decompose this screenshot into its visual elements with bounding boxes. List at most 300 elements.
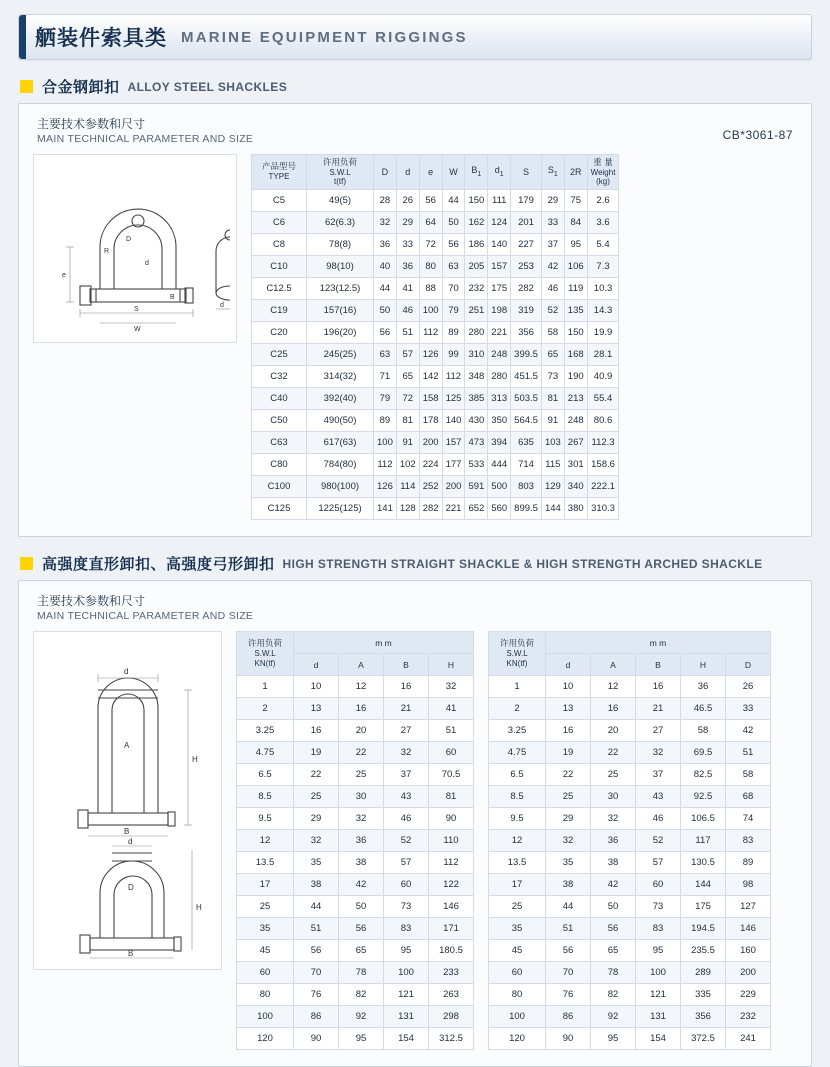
table-cell: 4.75 (237, 742, 294, 764)
table-cell: 41 (429, 698, 474, 720)
section2-body (33, 631, 797, 1050)
table-cell: 128 (396, 498, 419, 520)
table-cell: 25 (591, 764, 636, 786)
th-type-cn: 产品型号 (261, 162, 296, 173)
table-row (489, 1006, 771, 1028)
table-cell: 56 (374, 322, 397, 344)
table-row (237, 698, 474, 720)
table-row (252, 190, 619, 212)
table-cell: 38 (591, 852, 636, 874)
table-cell: 122 (429, 874, 474, 896)
table-cell: 26 (396, 190, 419, 212)
th-right-load-unit: KN(tf) (506, 658, 528, 668)
fig2-label-A: A (124, 741, 130, 750)
table-cell: 50 (591, 896, 636, 918)
table-cell: 102 (396, 454, 419, 476)
table-cell: 350 (488, 410, 511, 432)
table-cell: 289 (681, 962, 726, 984)
table-cell: 500 (488, 476, 511, 498)
table-cell: 229 (726, 984, 771, 1006)
table-cell: 28.1 (587, 344, 619, 366)
table-cell: 19 (546, 742, 591, 764)
straight-shackle-table-body (237, 676, 474, 1050)
table-cell: 126 (419, 344, 442, 366)
th-2R: 2R (564, 155, 587, 190)
table-cell: 100 (636, 962, 681, 984)
table-cell: 51 (429, 720, 474, 742)
table-cell: 144 (541, 498, 564, 520)
table-cell: 157 (488, 256, 511, 278)
table-cell: 92.5 (681, 786, 726, 808)
th-S: S (511, 155, 542, 190)
table-cell: 57 (636, 852, 681, 874)
section2-subtitle (37, 593, 797, 623)
table-cell: 65 (396, 366, 419, 388)
table-cell: 591 (465, 476, 488, 498)
alloy-shackle-drawing (40, 161, 230, 336)
table-cell: 84 (564, 212, 587, 234)
table-row (252, 366, 619, 388)
th-right-load-en: S.W.L (506, 649, 528, 658)
table-cell: 6.5 (237, 764, 294, 786)
table-cell: 312.5 (429, 1028, 474, 1050)
table-cell: 241 (726, 1028, 771, 1050)
table-cell: 71 (374, 366, 397, 388)
page-title-en: MARINE EQUIPMENT RIGGINGS (181, 28, 468, 46)
table-cell: 22 (339, 742, 384, 764)
table-cell: 235.5 (681, 940, 726, 962)
table-cell: 200 (442, 476, 465, 498)
section2-title-cn: 高强度直形卸扣、高强度弓形卸扣 (42, 555, 275, 573)
table-row (237, 984, 474, 1006)
table-cell: 32 (339, 808, 384, 830)
table-cell: C10 (252, 256, 307, 278)
straight-shackle-table (236, 631, 474, 1050)
table-cell: 95 (591, 1028, 636, 1050)
table-row (252, 344, 619, 366)
table-cell: 1225(125) (307, 498, 374, 520)
th-right-mm: m m (546, 632, 771, 654)
table-row (489, 720, 771, 742)
table-cell: 9.5 (237, 808, 294, 830)
table-cell: 89 (442, 322, 465, 344)
th-d1: $d_1$ (488, 155, 511, 190)
table-cell: 95 (564, 234, 587, 256)
table-cell: 4.75 (489, 742, 546, 764)
table-cell: 32 (636, 742, 681, 764)
table-cell: 51 (294, 918, 339, 940)
table-cell: 45 (489, 940, 546, 962)
table-cell: 63 (374, 344, 397, 366)
table-cell: 25 (546, 786, 591, 808)
table-cell: 74 (726, 808, 771, 830)
table-cell: 232 (726, 1006, 771, 1028)
section1-subtitle (37, 116, 797, 146)
table-cell: 282 (511, 278, 542, 300)
table-cell: 201 (511, 212, 542, 234)
table-cell: 36 (374, 234, 397, 256)
table-cell: 142 (419, 366, 442, 388)
th-type (252, 155, 307, 190)
table-cell: 16 (546, 720, 591, 742)
table-cell: C125 (252, 498, 307, 520)
table-cell: 35 (294, 852, 339, 874)
table-cell: 117 (681, 830, 726, 852)
table-row (237, 874, 474, 896)
table-row (489, 764, 771, 786)
table-cell: 12 (237, 830, 294, 852)
table-cell: 177 (442, 454, 465, 476)
table-cell: 90 (429, 808, 474, 830)
table-cell: 33 (541, 212, 564, 234)
th-e: e (419, 155, 442, 190)
table-cell: 444 (488, 454, 511, 476)
table-cell: 130.5 (681, 852, 726, 874)
table-cell: 121 (636, 984, 681, 1006)
table-cell: C19 (252, 300, 307, 322)
table-cell: 16 (384, 676, 429, 698)
table-cell: 82.5 (681, 764, 726, 786)
table-cell: 38 (339, 852, 384, 874)
th-left-B: B (384, 654, 429, 676)
table-cell: 70.5 (429, 764, 474, 786)
alloy-shackle-spec-table (251, 154, 619, 520)
table-cell: C63 (252, 432, 307, 454)
table-row (489, 808, 771, 830)
table-cell: 57 (384, 852, 429, 874)
section2-subtitle-cn: 主要技术参数和尺寸 (37, 594, 146, 608)
table-cell: 58 (726, 764, 771, 786)
table-cell: C6 (252, 212, 307, 234)
table-cell: 38 (294, 874, 339, 896)
th-left-A: A (339, 654, 384, 676)
table-cell: 55.4 (587, 388, 619, 410)
th-B1: $B_1$ (465, 155, 488, 190)
table-cell: 248 (564, 410, 587, 432)
table-cell: 57 (396, 344, 419, 366)
table-cell: 196(20) (307, 322, 374, 344)
table-cell: 95 (384, 940, 429, 962)
table-cell: 319 (511, 300, 542, 322)
table-cell: 8.5 (489, 786, 546, 808)
table-row (252, 388, 619, 410)
table-cell: 340 (564, 476, 587, 498)
table-cell: 58 (541, 322, 564, 344)
table-cell: 17 (237, 874, 294, 896)
table-cell: 36 (681, 676, 726, 698)
section1-subtitle-en: MAIN TECHNICAL PARAMETER AND SIZE (37, 133, 254, 145)
fig3-label-d: d (128, 837, 133, 846)
table-cell: 22 (546, 764, 591, 786)
table-cell: 28 (374, 190, 397, 212)
table-cell: 86 (546, 1006, 591, 1028)
th-swl-en: S.W.L t(tf) (329, 167, 351, 186)
table-cell: 135 (564, 300, 587, 322)
table-row (489, 786, 771, 808)
table-cell: 221 (442, 498, 465, 520)
section1-body (33, 154, 797, 520)
table-cell: 78 (339, 962, 384, 984)
table-cell: 380 (564, 498, 587, 520)
table-cell: 36 (339, 830, 384, 852)
table-cell: 83 (636, 918, 681, 940)
table-cell: 150 (564, 322, 587, 344)
table-cell: 98(10) (307, 256, 374, 278)
table-cell: 111 (488, 190, 511, 212)
table-cell: 83 (726, 830, 771, 852)
table-row (237, 720, 474, 742)
table-cell: 80 (237, 984, 294, 1006)
table-cell: 12 (339, 676, 384, 698)
table-cell: 162 (465, 212, 488, 234)
table-row (252, 476, 619, 498)
table-cell: 32 (374, 212, 397, 234)
table-cell: 280 (488, 366, 511, 388)
arched-shackle-table-body (489, 676, 771, 1050)
table-row (237, 676, 474, 698)
table-cell: 60 (237, 962, 294, 984)
table-cell: 42 (591, 874, 636, 896)
table-cell: 394 (488, 432, 511, 454)
table-cell: 121 (384, 984, 429, 1006)
table-row (237, 764, 474, 786)
table-cell: 301 (564, 454, 587, 476)
table-cell: 81 (396, 410, 419, 432)
table-row (237, 1006, 474, 1028)
table-cell: 13.5 (237, 852, 294, 874)
table-cell: 51 (396, 322, 419, 344)
table-cell: C20 (252, 322, 307, 344)
table-cell: 73 (636, 896, 681, 918)
table-cell: 50 (374, 300, 397, 322)
svg-text:B: B (170, 294, 175, 301)
table-row (252, 498, 619, 520)
section2-subtitle-en: MAIN TECHNICAL PARAMETER AND SIZE (37, 610, 254, 622)
table-cell: 32 (429, 676, 474, 698)
table-cell: 52 (384, 830, 429, 852)
table-cell: 46.5 (681, 698, 726, 720)
table-cell: 313 (488, 388, 511, 410)
table-cell: 1 (237, 676, 294, 698)
table-cell: 348 (465, 366, 488, 388)
table-cell: 335 (681, 984, 726, 1006)
table-row (489, 1028, 771, 1050)
table-cell: 76 (294, 984, 339, 1006)
table-row (237, 808, 474, 830)
table-cell: 112 (374, 454, 397, 476)
table-cell: 60 (384, 874, 429, 896)
table-cell: 22 (591, 742, 636, 764)
table-row (252, 322, 619, 344)
table-row (252, 256, 619, 278)
fig3-label-B: B (128, 949, 134, 958)
table-cell: 30 (339, 786, 384, 808)
table-cell: 100 (489, 1006, 546, 1028)
table-cell: 100 (419, 300, 442, 322)
fig2-label-B: B (124, 827, 130, 836)
table-cell: 157 (442, 432, 465, 454)
table-cell: 83 (384, 918, 429, 940)
table-cell: 175 (488, 278, 511, 300)
table-cell: 126 (374, 476, 397, 498)
table-cell: 65 (591, 940, 636, 962)
section2-panel (18, 580, 812, 1067)
table-cell: 76 (546, 984, 591, 1006)
table-row (252, 300, 619, 322)
table-cell: 9.5 (489, 808, 546, 830)
table-cell: 803 (511, 476, 542, 498)
table-cell: 267 (564, 432, 587, 454)
th-right-H: H (681, 654, 726, 676)
table-cell: 75 (564, 190, 587, 212)
th-S1: $S_1$ (541, 155, 564, 190)
table-cell: 29 (294, 808, 339, 830)
table-cell: 56 (442, 234, 465, 256)
table-cell: 91 (541, 410, 564, 432)
svg-text:d: d (145, 260, 149, 267)
table-row (237, 852, 474, 874)
table-cell: 2 (237, 698, 294, 720)
table-cell: 40.9 (587, 366, 619, 388)
table-cell: 46 (541, 278, 564, 300)
table-cell: 114 (396, 476, 419, 498)
table-cell: 13.5 (489, 852, 546, 874)
table-cell: 49(5) (307, 190, 374, 212)
table-cell: C32 (252, 366, 307, 388)
table-cell: 33 (726, 698, 771, 720)
high-strength-tables (236, 631, 771, 1050)
table-cell: 99 (442, 344, 465, 366)
table-cell: 73 (384, 896, 429, 918)
table-cell: 21 (384, 698, 429, 720)
table-cell: 52 (541, 300, 564, 322)
table-row (252, 234, 619, 256)
th-weight-cn: 重 量 (593, 157, 613, 168)
table-cell: 7.3 (587, 256, 619, 278)
th-right-load-cn: 许用负荷 (499, 639, 534, 649)
table-row (489, 918, 771, 940)
table-row (489, 984, 771, 1006)
table-cell: 1 (489, 676, 546, 698)
arched-shackle-table (488, 631, 771, 1050)
table-cell: 56 (546, 940, 591, 962)
table-cell: 171 (429, 918, 474, 940)
table-cell: 65 (541, 344, 564, 366)
table-cell: 32 (546, 830, 591, 852)
table-cell: 533 (465, 454, 488, 476)
table-cell: 227 (511, 234, 542, 256)
table-cell: 714 (511, 454, 542, 476)
table-cell: 5.4 (587, 234, 619, 256)
table-cell: 899.5 (511, 498, 542, 520)
table-cell: 180.5 (429, 940, 474, 962)
table-row (237, 962, 474, 984)
table-row (252, 278, 619, 300)
table-cell: 26 (726, 676, 771, 698)
th-right-D: D (726, 654, 771, 676)
table-cell: 10 (294, 676, 339, 698)
standard-code: CB*3061-87 (722, 128, 793, 142)
table-cell: 200 (419, 432, 442, 454)
table-cell: 158 (419, 388, 442, 410)
table-cell: 186 (465, 234, 488, 256)
table-row (489, 874, 771, 896)
table-cell: 51 (546, 918, 591, 940)
section1-title-en: ALLOY STEEL SHACKLES (127, 79, 288, 94)
table-row (252, 432, 619, 454)
table-cell: 70 (294, 962, 339, 984)
table-cell: 141 (374, 498, 397, 520)
table-cell: 27 (384, 720, 429, 742)
table-cell: 617(63) (307, 432, 374, 454)
table-cell: 51 (726, 742, 771, 764)
table-cell: 131 (636, 1006, 681, 1028)
table-cell: 154 (384, 1028, 429, 1050)
table-cell: 12 (591, 676, 636, 698)
section-heading-alloy-steel-shackles (20, 76, 812, 97)
table-row (489, 742, 771, 764)
table-cell: 35 (489, 918, 546, 940)
table-row (237, 940, 474, 962)
table-cell: 56 (419, 190, 442, 212)
th-type-en: TYPE (268, 172, 290, 182)
table-cell: 43 (636, 786, 681, 808)
table-cell: 16 (294, 720, 339, 742)
table-cell: 251 (465, 300, 488, 322)
table-cell: 392(40) (307, 388, 374, 410)
table-cell: 33 (396, 234, 419, 256)
table-cell: 80 (419, 256, 442, 278)
section-heading-high-strength-shackles (20, 553, 812, 574)
th-swl (307, 155, 374, 190)
table-cell: 22 (294, 764, 339, 786)
table-cell: 158.6 (587, 454, 619, 476)
table-cell: 100 (384, 962, 429, 984)
table-row (489, 896, 771, 918)
table-cell: 56 (294, 940, 339, 962)
high-strength-shackle-drawings (40, 638, 215, 963)
table-cell: 112 (419, 322, 442, 344)
table-cell: 36 (396, 256, 419, 278)
table-cell: 385 (465, 388, 488, 410)
table-cell: 29 (541, 190, 564, 212)
th-right-d: d (546, 654, 591, 676)
table-cell: 652 (465, 498, 488, 520)
table-cell: 82 (591, 984, 636, 1006)
table-cell: 16 (636, 676, 681, 698)
table-cell: 78(8) (307, 234, 374, 256)
table-header-row-right-1 (489, 632, 771, 654)
table-cell: 430 (465, 410, 488, 432)
table-cell: 92 (591, 1006, 636, 1028)
table-cell: 95 (636, 940, 681, 962)
table-cell: 30 (591, 786, 636, 808)
table-cell: 32 (294, 830, 339, 852)
table-cell: 298 (429, 1006, 474, 1028)
th-left-load-unit: KN(tf) (254, 658, 276, 668)
table-cell: 70 (442, 278, 465, 300)
table-cell: 73 (541, 366, 564, 388)
table-cell: 140 (488, 234, 511, 256)
table-cell: 980(100) (307, 476, 374, 498)
table-cell: 131 (384, 1006, 429, 1028)
th-left-d: d (294, 654, 339, 676)
table-cell: 25 (339, 764, 384, 786)
table-cell: 98 (726, 874, 771, 896)
table-cell: 72 (419, 234, 442, 256)
table-cell: 35 (546, 852, 591, 874)
table-cell: 473 (465, 432, 488, 454)
